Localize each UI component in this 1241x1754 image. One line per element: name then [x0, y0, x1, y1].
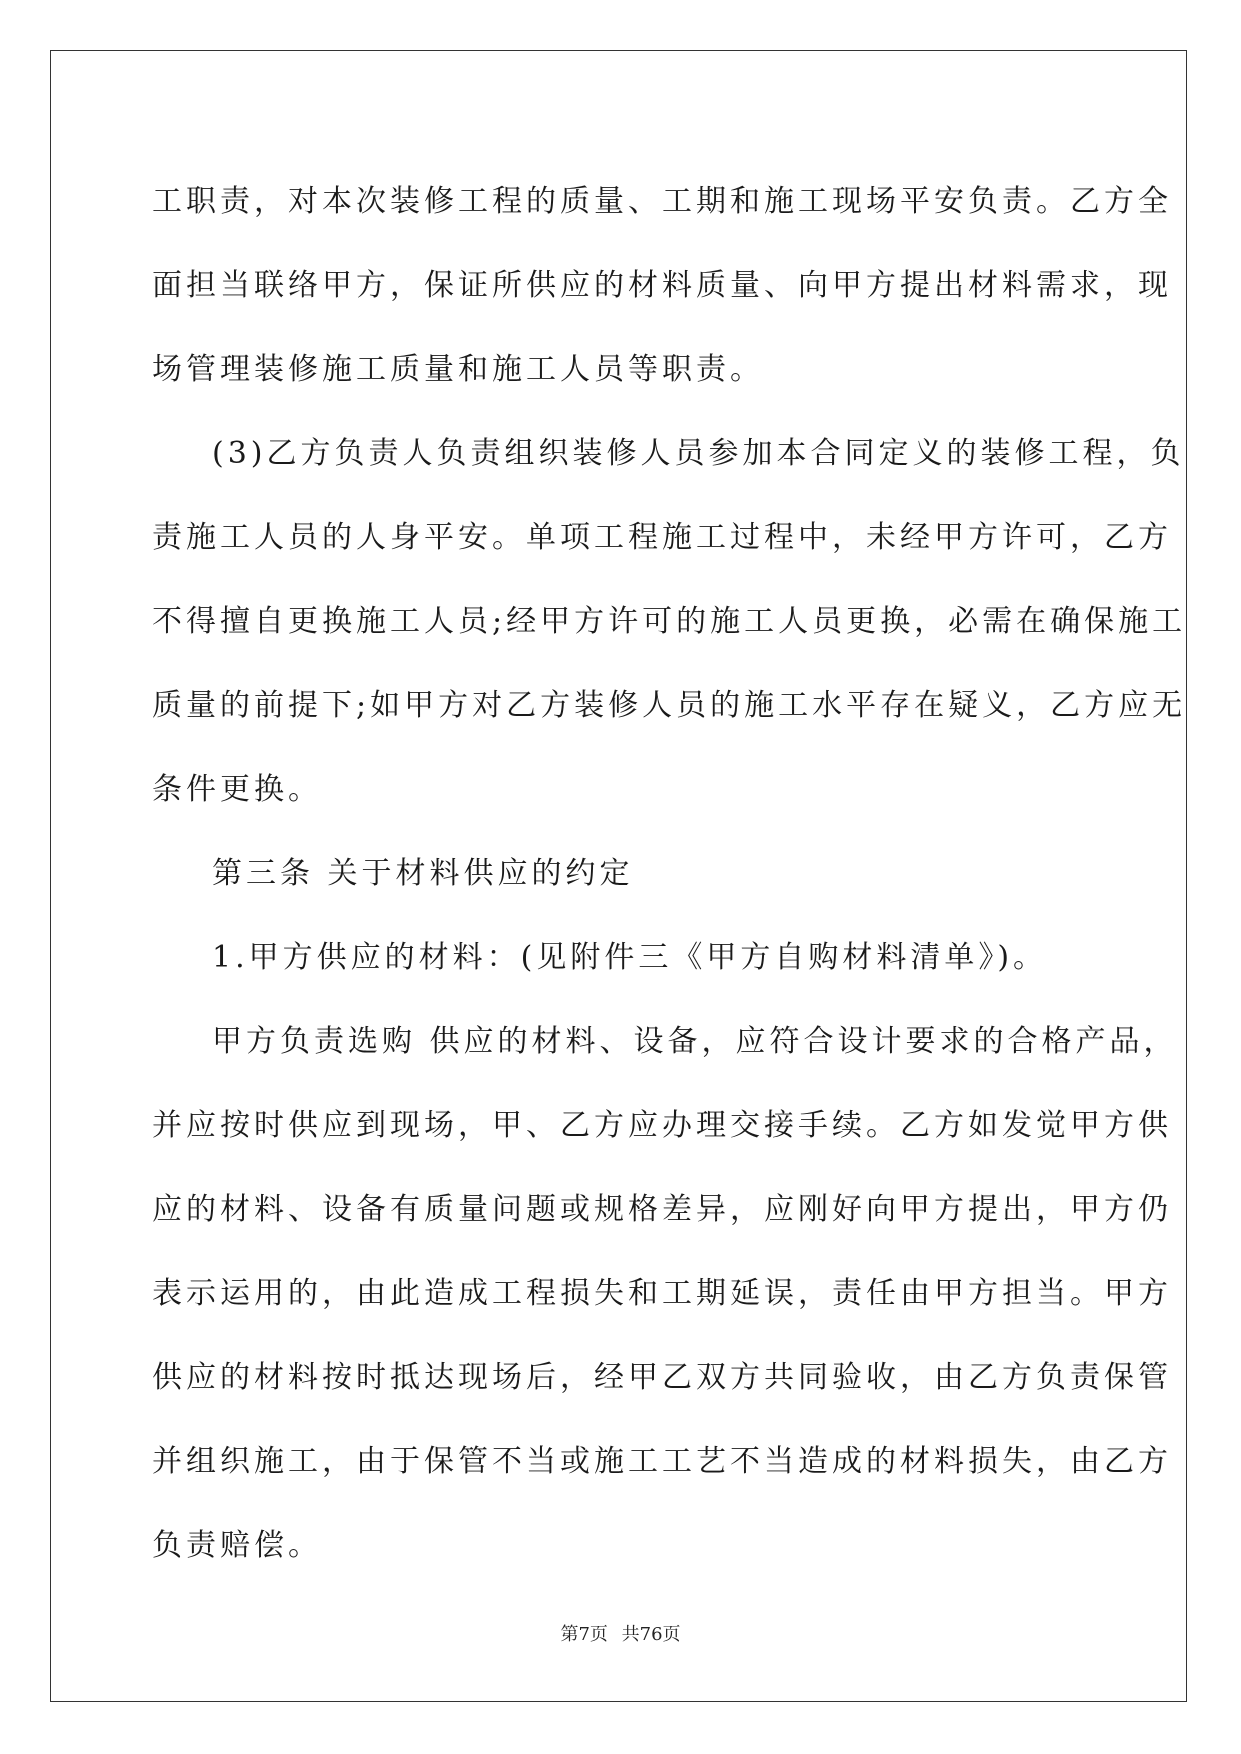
- text-line: 责施工人员的人身平安。单项工程施工过程中，未经甲方许可，乙方: [152, 520, 1172, 555]
- text-line: 并应按时供应到现场，甲、乙方应办理交接手续。乙方如发觉甲方供: [152, 1108, 1172, 1143]
- text-line: 质量的前提下;如甲方对乙方装修人员的施工水平存在疑义，乙方应无: [152, 688, 1187, 723]
- text-line: 面担当联络甲方，保证所供应的材料质量、向甲方提出材料需求，现: [152, 268, 1172, 303]
- text-line: 场管理装修施工质量和施工人员等职责。: [152, 352, 764, 387]
- text-line: 1.甲方供应的材料：(见附件三《甲方自购材料清单》)。: [212, 940, 1048, 975]
- text-line: 工职责，对本次装修工程的质量、工期和施工现场平安负责。乙方全: [152, 184, 1172, 219]
- text-line: 条件更换。: [152, 772, 322, 807]
- text-line: 应的材料、设备有质量问题或规格差异，应刚好向甲方提出，甲方仍: [152, 1192, 1172, 1227]
- text-line: 负责赔偿。: [152, 1528, 322, 1563]
- text-line: 并组织施工，由于保管不当或施工工艺不当造成的材料损失，由乙方: [152, 1444, 1172, 1479]
- section-heading: 第三条 关于材料供应的约定: [212, 856, 634, 891]
- text-line: 表示运用的，由此造成工程损失和工期延误，责任由甲方担当。甲方: [152, 1276, 1172, 1311]
- text-line: 不得擅自更换施工人员;经甲方许可的施工人员更换，必需在确保施工: [152, 604, 1187, 639]
- text-line: 甲方负责选购 供应的材料、设备，应符合设计要求的合格产品，: [212, 1024, 1178, 1059]
- page-number: 第7页: [560, 1624, 608, 1645]
- page-total: 共76页: [621, 1624, 681, 1645]
- page-footer: [0, 1620, 1241, 1646]
- text-line: 供应的材料按时抵达现场后，经甲乙双方共同验收，由乙方负责保管: [152, 1360, 1172, 1395]
- document-body: [152, 160, 1187, 1588]
- text-line: (3)乙方负责人负责组织装修人员参加本合同定义的装修工程，负: [212, 436, 1185, 471]
